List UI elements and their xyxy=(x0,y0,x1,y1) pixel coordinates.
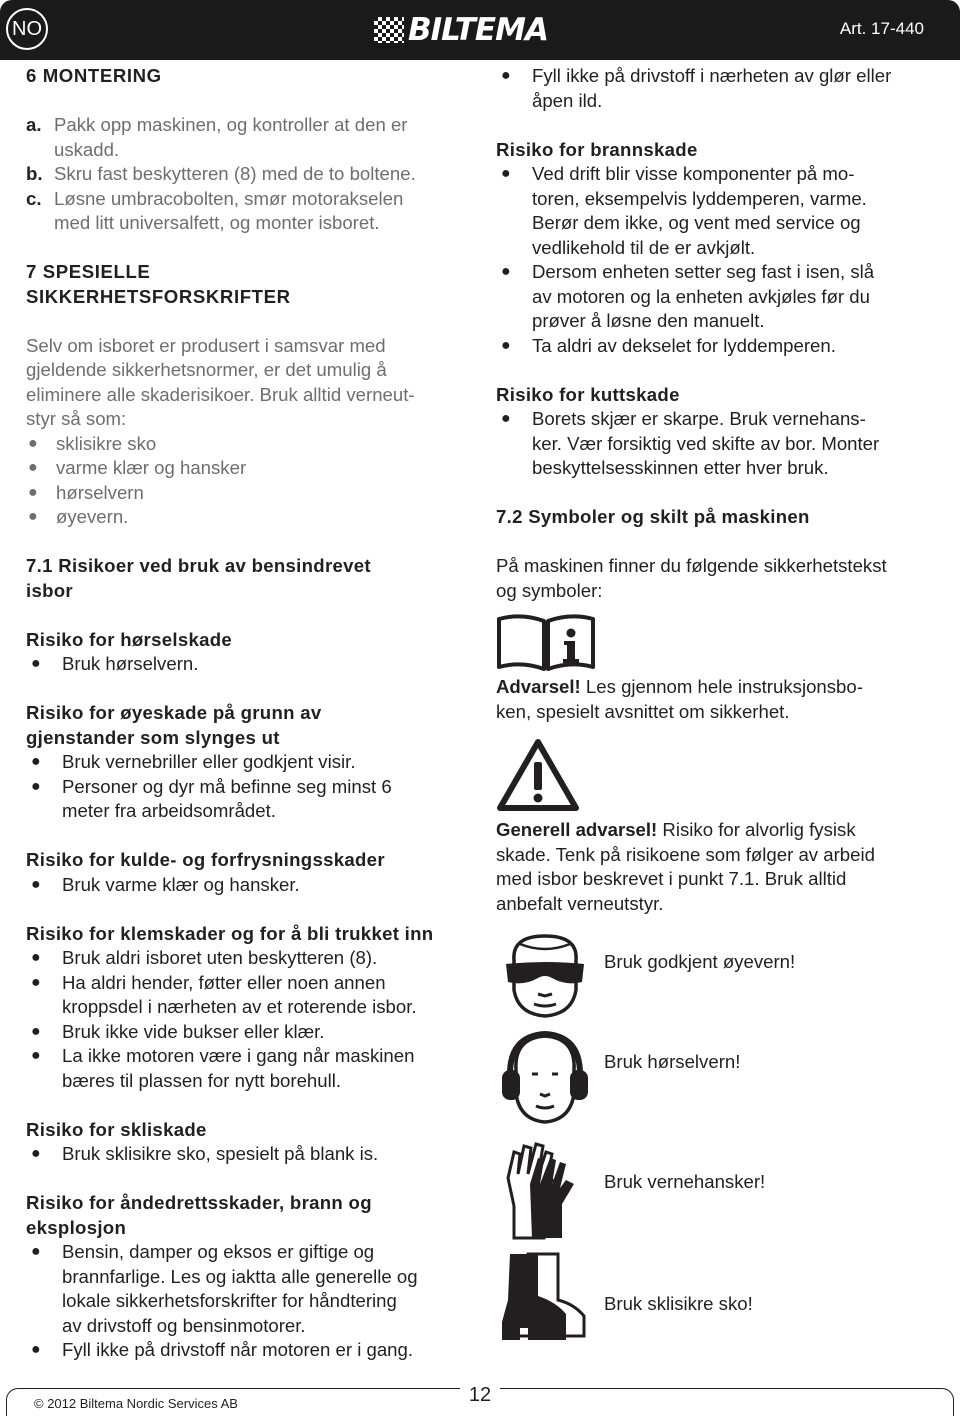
hearing-risk-section xyxy=(26,628,476,677)
warning-text xyxy=(496,675,941,724)
step-text xyxy=(54,162,416,187)
bullet-line: Ved drift blir visse komponenter på mo- xyxy=(532,163,855,184)
bullet-line: ker. Vær forsiktig ved skifte av bor. Monter xyxy=(532,432,880,454)
checkered-flag-icon xyxy=(374,17,404,43)
warning-triangle-icon xyxy=(496,738,580,812)
bullet-line: prøver å løsne den manuelt. xyxy=(532,310,765,331)
bullet-dot-icon: ● xyxy=(31,973,41,991)
step-line: Skru fast beskytteren (8) med de to boltene. xyxy=(54,163,416,184)
bullet-dot-icon: ● xyxy=(31,777,41,795)
bullet-line: Personer og dyr må befinne seg minst 6 xyxy=(62,775,392,797)
boots-icon xyxy=(500,1250,590,1346)
bullet-text xyxy=(62,873,300,898)
bullet-dot-icon: ● xyxy=(31,875,41,893)
bullet-line: Fyll ikke på drivstoff i nærheten av glør eller xyxy=(532,65,892,86)
bullet-dot-icon: ● xyxy=(501,165,511,182)
bullet-item xyxy=(496,162,941,260)
sign-boots xyxy=(500,1250,940,1350)
cold-risk-section xyxy=(26,848,476,897)
equipment-list xyxy=(26,432,476,530)
brand-name: BILTEMA xyxy=(408,12,548,48)
bullet-text xyxy=(532,407,879,481)
heading-line: 7.1 Risikoer ved bruk av bensindrevet xyxy=(26,555,371,576)
warning-bold: Advarsel! xyxy=(496,676,581,697)
bullet-dot-icon: ● xyxy=(31,949,41,966)
left-column xyxy=(26,64,476,1363)
bullet-text xyxy=(532,64,891,113)
intro-line: Selv om isboret er produsert i samsvar med xyxy=(26,334,386,356)
crush-risk-section xyxy=(26,922,476,1094)
bullet-text xyxy=(532,260,874,334)
bullet-item xyxy=(26,1020,476,1045)
article-number: Art. 17-440 xyxy=(839,19,924,38)
sign-boots-label: Bruk sklisikre sko! xyxy=(604,1293,753,1314)
warning-text-part: Les gjennom hele instruksjonsbo- xyxy=(585,676,863,697)
bullet-line: åpen ild. xyxy=(532,89,603,111)
symbols-intro xyxy=(496,554,941,603)
step-marker: b. xyxy=(26,163,43,184)
bullet-text xyxy=(62,1240,418,1338)
risks-heading xyxy=(26,554,476,603)
bullet-dot-icon: ● xyxy=(31,1243,41,1260)
step-text xyxy=(54,187,403,236)
section-heading: Risiko for hørselskade xyxy=(26,628,233,650)
warning-text-part: skade. Tenk på risikoene som følger av arbeid xyxy=(496,843,875,865)
sign-hearing xyxy=(500,1030,940,1130)
sign-goggles-label: Bruk godkjent øyevern! xyxy=(604,951,796,972)
mounting-steps xyxy=(26,113,476,236)
general-warning-text xyxy=(496,818,941,916)
bullet-text xyxy=(62,971,417,1020)
bullet-text xyxy=(62,775,392,824)
bullet-text xyxy=(62,1020,324,1045)
burn-risk-section xyxy=(496,138,941,359)
step-line: med litt universalfett, og monter isboret. xyxy=(54,212,380,233)
warning-bold: Generell advarsel! xyxy=(496,819,658,840)
step-marker: a. xyxy=(26,114,42,135)
bullet-line: Fyll ikke på drivstoff når motoren er i gang. xyxy=(62,1339,414,1360)
equipment-item xyxy=(26,432,476,457)
step-marker: c. xyxy=(26,187,42,209)
intro-line: og symboler: xyxy=(496,579,603,601)
bullet-line: La ikke motoren være i gang når maskinen xyxy=(62,1045,415,1066)
eye-risk-section xyxy=(26,701,476,824)
manual-book-icon xyxy=(496,613,596,671)
bullet-line: Bruk aldri isboret uten beskytteren (8). xyxy=(62,947,378,968)
bullet-item xyxy=(26,1240,476,1338)
section-heading: Risiko for brannskade xyxy=(496,138,698,160)
breathing-risk-section xyxy=(26,1191,476,1363)
page-number: 12 xyxy=(460,1384,500,1407)
heading-line: SIKKERHETSFORSKRIFTER xyxy=(26,285,291,307)
section-heading: Risiko for kuttskade xyxy=(496,383,680,405)
bullet-line: Ha aldri hender, føtter eller noen annen xyxy=(62,971,386,993)
bullet-item xyxy=(496,407,941,481)
bullet-text xyxy=(62,946,377,971)
bullet-dot-icon: ● xyxy=(31,1047,41,1064)
bullet-line: beskyttelsesskinnen etter hver bruk. xyxy=(532,457,829,478)
bullet-line: Bruk varme klær og hansker. xyxy=(62,873,300,895)
fuel-list xyxy=(496,64,941,113)
mounting-step xyxy=(26,187,476,236)
equipment-text: sklisikre sko xyxy=(56,432,157,454)
section-heading: eksplosjon xyxy=(26,1216,127,1238)
bullet-dot-icon: ● xyxy=(31,753,41,770)
goggles-icon xyxy=(500,930,590,1018)
bullet-dot-icon: ● xyxy=(501,263,511,280)
bullet-dot-icon: ● xyxy=(31,655,41,672)
bullet-line: Borets skjær er skarpe. Bruk vernehans- xyxy=(532,408,866,429)
bullet-dot-icon: ● xyxy=(501,336,511,354)
intro-line: På maskinen finner du følgende sikkerhetstekst xyxy=(496,555,887,576)
sign-goggles xyxy=(500,930,940,1020)
copyright: © 2012 Biltema Nordic Services AB xyxy=(34,1396,238,1411)
equipment-text: varme klær og hansker xyxy=(56,457,247,478)
warning-line xyxy=(496,867,941,892)
warning-text-part: anbefalt verneutstyr. xyxy=(496,892,664,914)
section-heading: gjenstander som slynges ut xyxy=(26,726,280,748)
bullet-line: Bensin, damper og eksos er giftige og xyxy=(62,1241,375,1262)
symbols-heading: 7.2 Symboler og skilt på maskinen xyxy=(496,506,810,527)
bullet-line: Bruk vernebriller eller godkjent visir. xyxy=(62,751,356,772)
section-heading: Risiko for åndedrettsskader, brann og xyxy=(26,1192,372,1213)
intro-line: gjeldende sikkerhetsnormer, er det umulig å xyxy=(26,359,387,380)
bullet-dot-icon: ● xyxy=(28,483,38,501)
safety-intro xyxy=(26,334,476,432)
bullet-item xyxy=(26,1338,476,1363)
bullet-dot-icon: ● xyxy=(28,434,38,452)
warning-text-part: med isbor beskrevet i punkt 7.1. Bruk alltid xyxy=(496,868,847,889)
equipment-item xyxy=(26,456,476,481)
bullet-line: Dersom enheten setter seg fast i isen, slå xyxy=(532,261,875,282)
step-text xyxy=(54,113,407,162)
bullet-text xyxy=(532,162,867,260)
bullet-item xyxy=(26,873,476,898)
bullet-line: Ta aldri av dekselet for lyddemperen. xyxy=(532,334,836,356)
sign-hearing-label: Bruk hørselvern! xyxy=(604,1051,741,1072)
intro-line: styr så som: xyxy=(26,408,127,429)
sign-gloves-label: Bruk vernehansker! xyxy=(604,1171,766,1192)
bullet-item xyxy=(26,775,476,824)
equipment-text: øyevern. xyxy=(56,506,129,527)
heading-line: isbor xyxy=(26,579,73,601)
bullet-item xyxy=(26,971,476,1020)
bullet-line: Bruk ikke vide bukser eller klær. xyxy=(62,1020,325,1042)
equipment-item xyxy=(26,481,476,506)
bullet-line: Bruk hørselvern. xyxy=(62,653,199,674)
bullet-line: vedlikehold til de er avkjølt. xyxy=(532,236,756,258)
bullet-line: av motoren og la enheten avkjøles før du xyxy=(532,285,870,307)
bullet-dot-icon: ● xyxy=(28,508,38,525)
ear-protection-icon xyxy=(500,1030,590,1126)
equipment-text: hørselvern xyxy=(56,481,144,503)
bullet-line: Bruk sklisikre sko, spesielt på blank is. xyxy=(62,1143,379,1164)
section-heading: Risiko for øyeskade på grunn av xyxy=(26,702,322,723)
section-heading: Risiko for klemskader og for å bli trukket inn xyxy=(26,922,434,944)
bullet-text xyxy=(62,1338,413,1363)
warning-text-part: ken, spesielt avsnittet om sikkerhet. xyxy=(496,700,790,722)
warning-line xyxy=(496,892,941,917)
bullet-item xyxy=(496,260,941,334)
warning-text-part: Risiko for alvorlig fysisk xyxy=(662,819,856,840)
bullet-line: av drivstoff og bensinmotorer. xyxy=(62,1314,306,1336)
heading-line: 7 SPESIELLE xyxy=(26,261,151,282)
brand-logo xyxy=(374,14,548,46)
bullet-line: toren, eksempelvis lyddemperen, varme. xyxy=(532,187,867,209)
bullet-item xyxy=(26,750,476,775)
step-line: Løsne umbracobolten, smør motorakselen xyxy=(54,187,404,209)
warning-line xyxy=(496,843,941,868)
bullet-item xyxy=(26,1142,476,1167)
bullet-text xyxy=(62,750,356,775)
bullet-text xyxy=(62,1142,378,1167)
bullet-dot-icon: ● xyxy=(31,1145,41,1162)
bullet-text xyxy=(62,1044,414,1093)
montering-heading: 6 MONTERING xyxy=(26,65,162,86)
bullet-dot-icon: ● xyxy=(28,459,38,476)
intro-line: eliminere alle skaderisikoer. Bruk alltid verneut- xyxy=(26,383,415,405)
bullet-text xyxy=(62,652,198,677)
safety-heading xyxy=(26,260,476,309)
bullet-dot-icon: ● xyxy=(31,1022,41,1040)
section-heading: Risiko for kulde- og forfrysningsskader xyxy=(26,849,385,870)
slip-risk-section xyxy=(26,1118,476,1167)
bullet-line: lokale sikkerhetsforskrifter for håndtering xyxy=(62,1290,397,1311)
bullet-item xyxy=(26,946,476,971)
warning-line xyxy=(496,818,941,843)
bullet-item xyxy=(496,334,941,359)
bullet-line: meter fra arbeidsområdet. xyxy=(62,800,276,821)
bullet-line: kroppsdel i nærheten av et roterende isbor. xyxy=(62,996,417,1017)
step-line: Pakk opp maskinen, og kontroller at den er xyxy=(54,114,408,135)
bullet-item xyxy=(26,652,476,677)
bullet-dot-icon: ● xyxy=(31,1341,41,1358)
mounting-step xyxy=(26,162,476,187)
step-line: uskadd. xyxy=(54,138,120,160)
warning-line xyxy=(496,700,941,725)
page-footer xyxy=(0,1384,960,1416)
bullet-dot-icon: ● xyxy=(501,67,511,84)
bullet-dot-icon: ● xyxy=(501,410,511,427)
equipment-item xyxy=(26,505,476,530)
sign-gloves xyxy=(500,1138,940,1248)
language-badge: NO xyxy=(6,8,48,50)
bullet-line: bæres til plassen for nytt borehull. xyxy=(62,1069,342,1091)
gloves-icon xyxy=(500,1138,586,1242)
warning-line xyxy=(496,675,941,700)
bullet-line: brannfarlige. Les og iaktta alle generelle og xyxy=(62,1265,418,1287)
bullet-item xyxy=(496,64,941,113)
bullet-line: Berør dem ikke, og vent med service og xyxy=(532,212,861,233)
bullet-text xyxy=(532,334,836,359)
right-column xyxy=(496,64,941,916)
bullet-item xyxy=(26,1044,476,1093)
cut-risk-section xyxy=(496,383,941,481)
mounting-step xyxy=(26,113,476,162)
page-header xyxy=(0,0,960,60)
section-heading: Risiko for skliskade xyxy=(26,1118,207,1140)
